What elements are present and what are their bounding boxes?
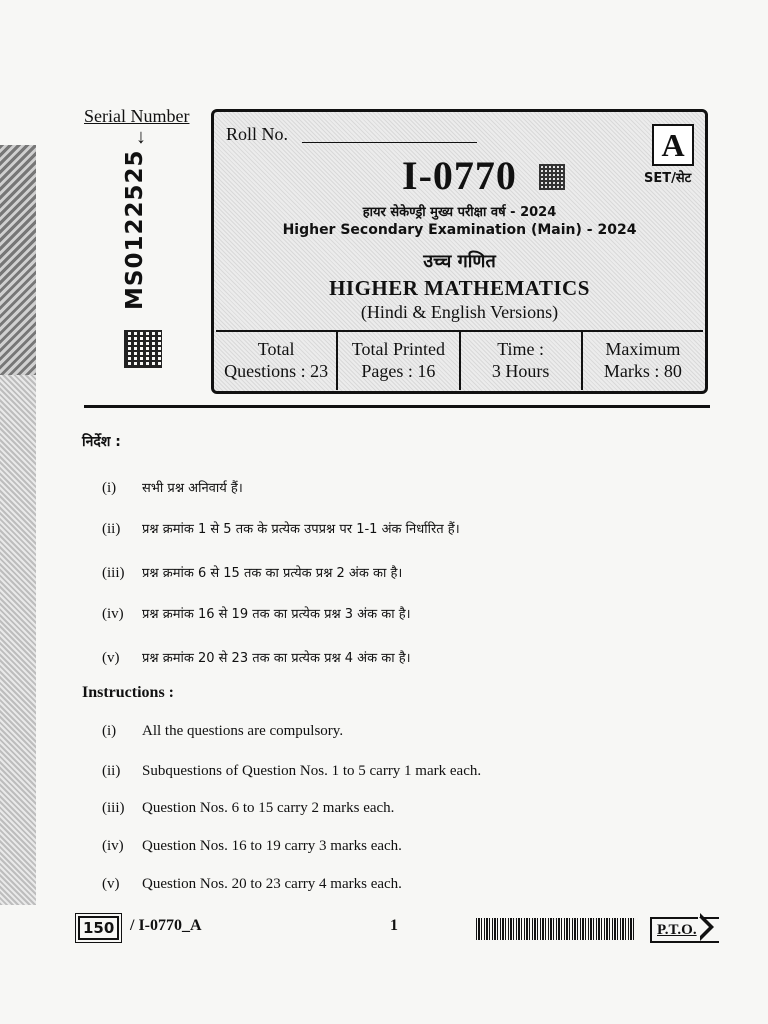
total-questions-cell: Total Questions : 23 — [224, 339, 329, 381]
arrow-right-icon — [700, 913, 714, 941]
list-item: (ii) Subquestions of Question Nos. 1 to 5 carry 1 mark each. — [102, 763, 482, 779]
english-exam-title: Higher Secondary Examination (Main) - 2024 — [282, 222, 637, 238]
roll-number-label: Roll No. — [226, 124, 289, 144]
max-marks-cell: Maximum Marks : 80 — [581, 332, 703, 390]
list-item: (iii) Question Nos. 6 to 15 carry 2 marks each. — [102, 800, 395, 816]
paper-code: I-0770 — [402, 153, 517, 198]
exam-info-row — [216, 330, 703, 390]
list-item: (v) Question Nos. 20 to 23 carry 4 marks each. — [102, 876, 402, 892]
page-edge-shadow — [0, 145, 36, 905]
divider — [84, 405, 710, 408]
qr-code-icon — [124, 330, 162, 368]
list-item: (ii) प्रश्न क्रमांक 1 से 5 तक के प्रत्येक उपप्रश्न पर 1-1 अंक निर्धारित हैं। — [102, 521, 460, 537]
list-item: (iv) प्रश्न क्रमांक 16 से 19 तक का प्रत्येक प्रश्न 3 अंक का है। — [102, 606, 411, 622]
time-cell: Time : 3 Hours — [459, 332, 581, 390]
pto-label: P.T.O. — [650, 917, 719, 943]
hindi-exam-title: हायर सेकेण्ड्री मुख्य परीक्षा वर्ष - 2024 — [362, 205, 557, 220]
list-item: (i) सभी प्रश्न अनिवार्य हैं। — [102, 480, 243, 496]
exam-header-box — [211, 109, 708, 394]
page-number: 1 — [390, 917, 398, 934]
down-arrow-icon: ↓ — [136, 126, 146, 148]
set-letter-box: A — [652, 124, 694, 166]
barcode-icon — [476, 918, 634, 940]
total-pages-cell: Total Printed Pages : 16 — [336, 332, 458, 390]
list-item: (iv) Question Nos. 16 to 19 carry 3 marks each. — [102, 838, 402, 854]
set-label: SET/सेट — [644, 171, 692, 186]
footer-paper-code: / I-0770_A — [130, 917, 202, 934]
english-subject-title: HIGHER MATHEMATICS — [329, 276, 590, 300]
list-item: (v) प्रश्न क्रमांक 20 से 23 तक का प्रत्येक प्रश्न 4 अंक का है। — [102, 650, 411, 666]
versions-note: (Hindi & English Versions) — [360, 302, 559, 322]
serial-number-label: Serial Number — [84, 106, 190, 126]
roll-number-field[interactable] — [302, 142, 477, 143]
serial-number-value: MS0122525 — [122, 149, 148, 310]
hindi-instructions-heading: निर्देश : — [82, 434, 121, 450]
qr-code-icon — [539, 164, 565, 190]
english-instructions-heading: Instructions : — [82, 684, 175, 701]
list-item: (iii) प्रश्न क्रमांक 6 से 15 तक का प्रत्येक प्रश्न 2 अंक का है। — [102, 565, 403, 581]
hindi-subject-title: उच्च गणित — [423, 251, 496, 272]
serial-number-block — [84, 106, 206, 148]
page-footer — [78, 914, 718, 944]
list-item: (i) All the questions are compulsory. — [102, 723, 344, 739]
footer-code-badge: 150 — [78, 916, 119, 940]
